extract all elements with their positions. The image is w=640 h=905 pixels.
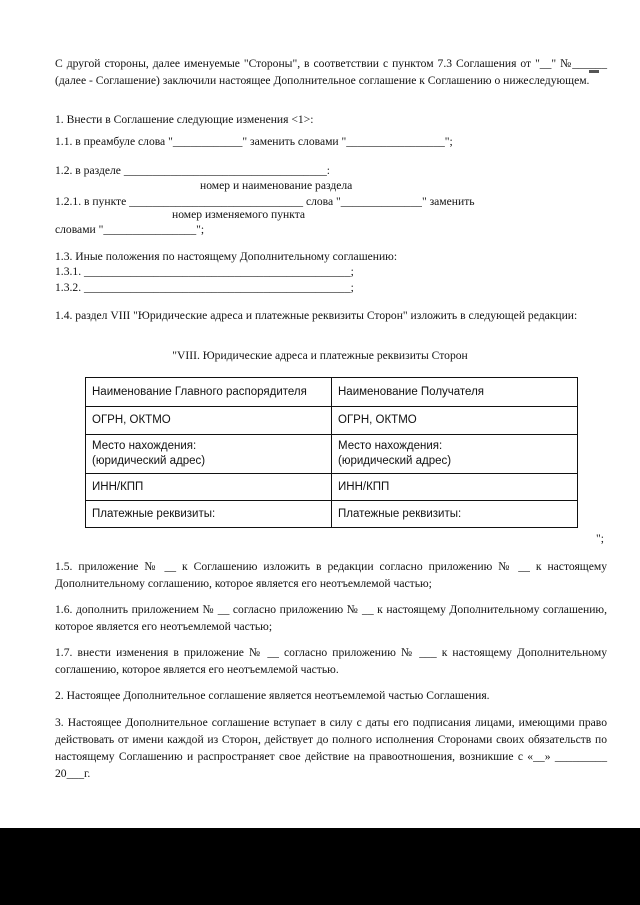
table-row <box>86 407 578 435</box>
table-cell-line: (юридический адрес) <box>338 455 452 467</box>
table-cell: ОГРН, ОКТМО <box>86 407 332 435</box>
table-cell <box>332 435 578 474</box>
item-1-3: 1.3. Иные положения по настоящему Дополнительному соглашению: <box>55 250 398 263</box>
table-cell: ИНН/КПП <box>86 474 332 501</box>
item-1-2-1-caption: номер изменяемого пункта <box>172 208 306 221</box>
table-row <box>86 435 578 474</box>
item-1-2-caption: номер и наименование раздела <box>200 179 353 192</box>
item-1-6: 1.6. дополнить приложением № __ согласно приложению № __ к настоящему Дополнительному соглашению, которое является его неотъемлемой частью; <box>55 603 607 633</box>
item-1-5: 1.5. приложение № __ к Соглашению изложить в редакции согласно приложению № __ к настоящему Дополнительному соглашению, которое является его неотъемлемой частью; <box>55 560 607 590</box>
item-1-2-1-continued: словами "________________"; <box>55 223 205 236</box>
item-1-1: 1.1. в преамбуле слова "____________" заменить словами "_________________"; <box>55 135 453 148</box>
table-cell: ОГРН, ОКТМО <box>332 407 578 435</box>
table-cell-line: Место нахождения: <box>338 440 443 452</box>
item-1: 1. Внести в Соглашение следующие изменения <1>: <box>55 113 314 126</box>
item-1-3-2: 1.3.2. ______________________________________________; <box>55 281 354 294</box>
table-cell-line: Место нахождения: <box>92 440 197 452</box>
item-1-7: 1.7. внести изменения в приложение № __ согласно приложению № ___ к настоящему Дополнительному соглашению, которое является его неотъемлемой частью. <box>55 646 607 676</box>
table-row <box>86 378 578 407</box>
table-cell: ИНН/КПП <box>332 474 578 501</box>
intro-paragraph: С другой стороны, далее именуемые "Стороны", в соответствии с пунктом 7.3 Соглашения от "__" №______ (далее - Соглашение) заключили настоящее Дополнительное соглашение к Соглашению о нижеследующем. <box>55 57 607 87</box>
table-cell-line: (юридический адрес) <box>92 455 206 467</box>
item-2: 2. Настоящее Дополнительное соглашение является неотъемлемой частью Соглашения. <box>55 689 490 702</box>
table-row <box>86 501 578 528</box>
table-closing-quote: "; <box>596 532 604 545</box>
table-cell: Платежные реквизиты: <box>86 501 332 528</box>
table-row <box>86 474 578 501</box>
table-cell: Платежные реквизиты: <box>332 501 578 528</box>
scan-bottom-band <box>0 828 640 905</box>
item-1-3-1: 1.3.1. ______________________________________________; <box>55 265 354 278</box>
table-cell: Наименование Главного распорядителя <box>86 378 332 407</box>
item-3: 3. Настоящее Дополнительное соглашение вступает в силу с даты его подписания лицами, имеющими право действовать от имени каждой из Сторон, действует до полного исполнения Сторонами своих обязательств по настоящему Соглашению и распространяет свое действие на правоотношения, возникшие с «__» _________ 20___г. <box>55 716 607 780</box>
section-title: "VIII. Юридические адреса и платежные реквизиты Сторон <box>172 349 468 362</box>
table-cell: Наименование Получателя <box>332 378 578 407</box>
item-1-4: 1.4. раздел VIII "Юридические адреса и платежные реквизиты Сторон" изложить в следующей редакции: <box>55 309 578 322</box>
item-1-2-1: 1.2.1. в пункте ______________________________ слова "______________" заменить <box>55 195 475 208</box>
item-1-2: 1.2. в разделе ___________________________________: <box>55 164 330 177</box>
requisites-table <box>85 377 578 528</box>
table-cell <box>86 435 332 474</box>
